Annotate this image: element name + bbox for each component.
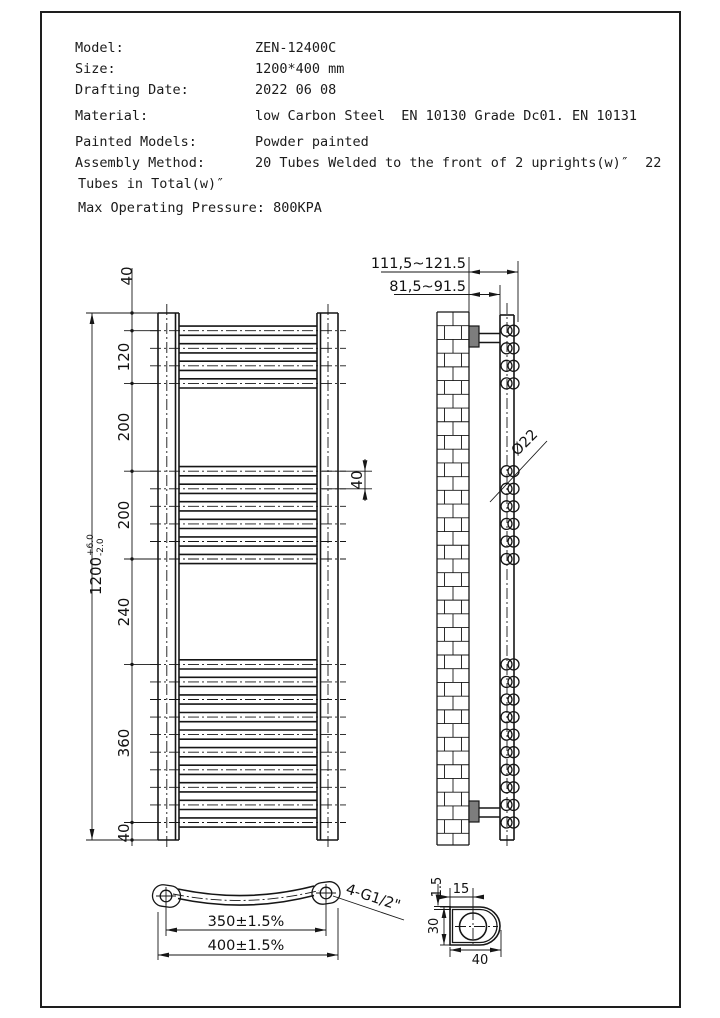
dim-1200-tol-plus: +6.0 <box>86 534 96 556</box>
dim-tube-diameter: Ø22 <box>508 426 542 460</box>
dim-240: 240 <box>115 597 133 627</box>
bottom-view <box>151 880 404 960</box>
front-left-upright <box>158 304 179 849</box>
dim-width-40: 40 <box>471 953 489 968</box>
dim-bottom-40: 40 <box>115 823 133 843</box>
brick-hatch <box>437 312 469 845</box>
dim-wall-near: 81,5~91.5 <box>389 279 466 295</box>
material-label: Material: <box>75 108 149 124</box>
front-view <box>86 266 372 849</box>
painted-value: Powder painted <box>255 134 369 150</box>
dim-tube-spacing-40: 40 <box>348 470 366 490</box>
date-value: 2022 06 08 <box>255 82 337 98</box>
dim-overall-400: 400±1.5% <box>207 938 285 954</box>
size-label: Size: <box>75 61 116 77</box>
dim-wall-far: 111,5~121.5 <box>370 256 466 272</box>
dim-200b: 200 <box>115 500 133 530</box>
model-label: Model: <box>75 40 124 56</box>
front-right-upright <box>317 304 338 849</box>
tube-sections <box>501 325 519 828</box>
model-value: ZEN-12400C <box>255 40 337 56</box>
date-label: Drafting Date: <box>75 82 189 98</box>
assembly-value: 20 Tubes Welded to the front of 2 uprights(w)″ 22 <box>255 155 662 171</box>
upright-profile-detail <box>427 877 501 968</box>
dim-1200: 1200 <box>87 556 105 596</box>
painted-label: Painted Models: <box>75 134 197 150</box>
dim-top-40: 40 <box>118 266 136 286</box>
side-view <box>371 256 547 848</box>
dim-1200-tol-minus: -2.0 <box>96 538 106 556</box>
top-wall-bracket <box>469 326 500 347</box>
dim-overall-1200 <box>86 534 106 595</box>
bottom-wall-bracket <box>469 801 500 822</box>
dim-centers-350: 350±1.5% <box>207 914 285 930</box>
material-value: low Carbon Steel EN 10130 Grade Dc01. EN 10131 <box>255 108 638 124</box>
left-connection-fitting <box>151 883 182 908</box>
max-pressure: Max Operating Pressure: 800KPA <box>78 200 322 216</box>
dim-offset-15: 15 <box>452 882 470 897</box>
connection-spec: 4-G1/2" <box>343 881 403 915</box>
dim-120: 120 <box>115 342 133 372</box>
wall-section <box>437 312 469 845</box>
dim-thickness-1-5: 1.5 <box>430 876 445 898</box>
dim-200a: 200 <box>115 412 133 442</box>
size-value: 1200*400 mm <box>255 61 345 77</box>
assembly-continued: Tubes in Total(w)″ <box>78 176 225 192</box>
curved-tube-plan <box>173 886 319 905</box>
dim-height-30: 30 <box>427 917 442 935</box>
assembly-label: Assembly Method: <box>75 155 206 171</box>
dim-360: 360 <box>115 728 133 758</box>
